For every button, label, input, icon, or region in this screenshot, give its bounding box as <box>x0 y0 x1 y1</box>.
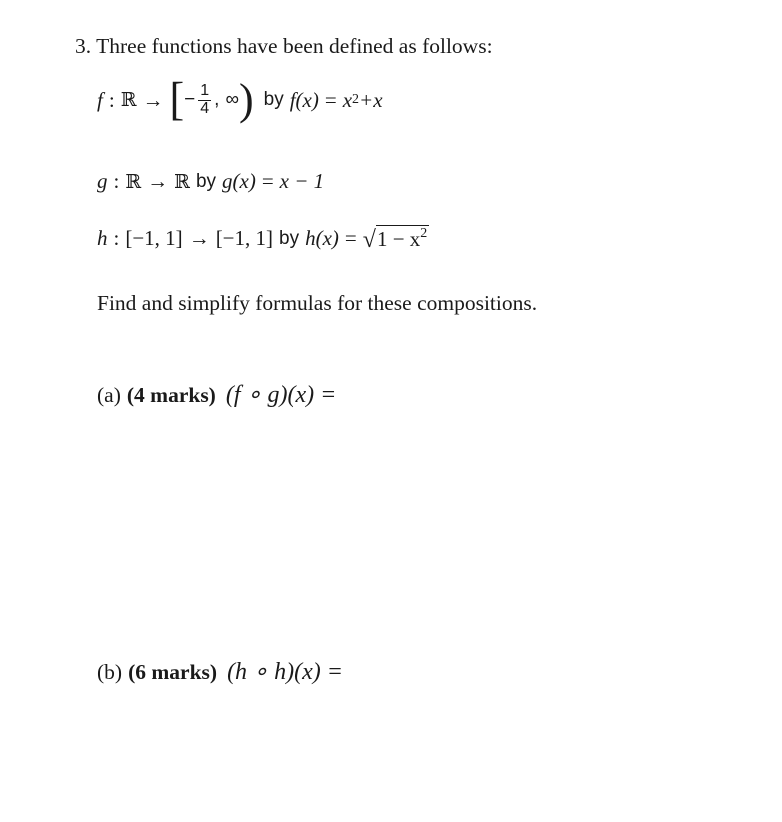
definition-h <box>97 225 429 252</box>
question-heading-text: Three functions have been defined as follows: <box>96 34 493 58</box>
f-bracket-left: [ <box>169 73 185 126</box>
g-eq: = <box>261 169 274 193</box>
h-colon: : <box>113 226 120 251</box>
part-b <box>97 657 343 686</box>
question-number: 3. <box>75 34 92 58</box>
f-eq: = <box>324 87 337 112</box>
g-formula-rhs: x − 1 <box>279 169 325 193</box>
part-a-marks: (4 marks) <box>126 383 216 407</box>
f-fraction <box>198 83 211 118</box>
g-by: by <box>195 170 217 192</box>
g-codomain: ℝ <box>174 170 190 193</box>
h-radical: √ <box>362 227 376 254</box>
h-domain: [−1, 1] <box>125 226 183 251</box>
h-formula-lhs: h(x) <box>305 226 339 251</box>
h-by: by <box>279 227 300 249</box>
h-name: h <box>97 226 108 251</box>
part-b-expression: (h ∘ h)(x) = <box>227 659 343 685</box>
f-infinity: ∞ <box>225 89 239 110</box>
h-radicand <box>376 225 429 252</box>
h-eq: = <box>344 226 357 251</box>
f-formula-lhs: f(x) <box>289 87 319 112</box>
h-radicand-exp: 2 <box>420 226 428 241</box>
part-a-label: (a) <box>97 383 121 407</box>
question-heading <box>75 34 493 59</box>
h-arrow: → <box>188 226 210 251</box>
f-by: by <box>263 89 284 110</box>
f-comma: , <box>214 89 220 110</box>
f-minus: − <box>184 89 196 110</box>
f-frac-denominator: 4 <box>200 99 210 117</box>
f-formula-base: x <box>342 87 353 112</box>
f-name: f <box>97 87 103 112</box>
part-b-label: (b) <box>97 660 123 684</box>
g-arrow: → <box>147 169 169 193</box>
f-formula-exp: 2 <box>352 92 360 107</box>
instruction: Find and simplify formulas for these compositions. <box>97 291 538 315</box>
f-arrow: → <box>142 87 164 112</box>
g-name: g <box>97 169 108 193</box>
definition-g <box>97 169 324 194</box>
h-codomain: [−1, 1] <box>215 226 274 251</box>
f-domain: ℝ <box>120 89 137 111</box>
f-formula-tail: +x <box>359 87 383 112</box>
h-sqrt <box>363 225 430 252</box>
g-formula-lhs: g(x) <box>222 169 256 193</box>
h-radicand-base: 1 − x <box>376 227 421 251</box>
part-b-marks: (6 marks) <box>128 660 218 684</box>
f-frac-numerator: 1 <box>200 81 210 99</box>
definition-f <box>97 73 383 126</box>
g-domain: ℝ <box>125 170 142 193</box>
g-colon: : <box>113 169 120 193</box>
part-a-expression: (f ∘ g)(x) = <box>225 382 337 408</box>
f-bracket-right: ) <box>238 75 254 124</box>
f-colon: : <box>108 87 115 112</box>
part-a <box>97 380 336 409</box>
